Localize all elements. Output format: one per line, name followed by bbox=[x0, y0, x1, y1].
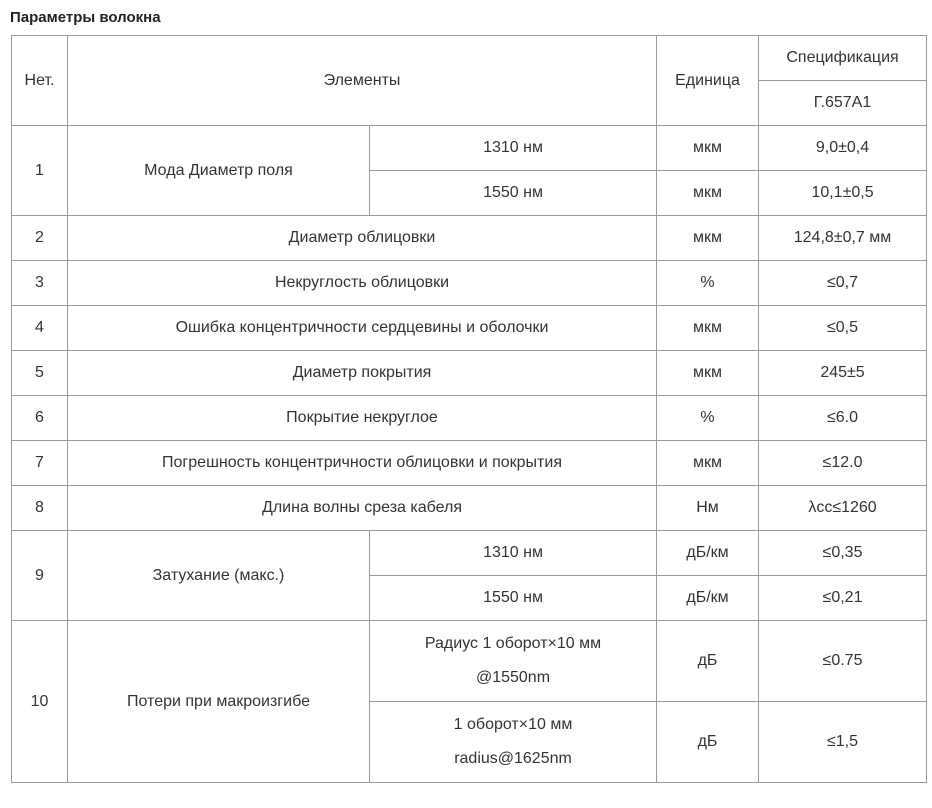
row-unit: дБ bbox=[657, 621, 759, 702]
row-no: 8 bbox=[12, 486, 68, 531]
row-item: Некруглость облицовки bbox=[68, 261, 657, 306]
row-unit: дБ/км bbox=[657, 531, 759, 576]
row-value: ≤12.0 bbox=[759, 441, 927, 486]
page-title: Параметры волокна bbox=[10, 9, 161, 26]
header-spec-sub: Г.657А1 bbox=[759, 81, 927, 126]
table-row bbox=[12, 216, 927, 261]
row-value: 10,1±0,5 bbox=[759, 171, 927, 216]
row-item: Длина волны среза кабеля bbox=[68, 486, 657, 531]
row-condition bbox=[370, 702, 657, 783]
table-row bbox=[12, 306, 927, 351]
row-unit: мкм bbox=[657, 216, 759, 261]
row-item: Диаметр покрытия bbox=[68, 351, 657, 396]
row-condition: 1310 нм bbox=[370, 531, 657, 576]
table-row bbox=[12, 486, 927, 531]
table-row bbox=[12, 621, 927, 702]
row-unit: % bbox=[657, 261, 759, 306]
row-no: 10 bbox=[12, 621, 68, 783]
row-condition: 1310 нм bbox=[370, 126, 657, 171]
row-no: 3 bbox=[12, 261, 68, 306]
row-item: Мода Диаметр поля bbox=[68, 126, 370, 216]
table-row bbox=[12, 126, 927, 171]
table-row bbox=[12, 531, 927, 576]
row-item: Погрешность концентричности облицовки и покрытия bbox=[68, 441, 657, 486]
row-value: ≤1,5 bbox=[759, 702, 927, 783]
row-condition: 1550 нм bbox=[370, 171, 657, 216]
row-condition bbox=[370, 621, 657, 702]
row-item: Ошибка концентричности сердцевины и оболочки bbox=[68, 306, 657, 351]
header-no: Нет. bbox=[12, 36, 68, 126]
row-no: 6 bbox=[12, 396, 68, 441]
row-value: ≤0.75 bbox=[759, 621, 927, 702]
row-unit: % bbox=[657, 396, 759, 441]
table-row bbox=[12, 261, 927, 306]
row-item: Затухание (макс.) bbox=[68, 531, 370, 621]
condition-line: @1550nm bbox=[475, 669, 551, 686]
row-value: 124,8±0,7 мм bbox=[759, 216, 927, 261]
row-no: 5 bbox=[12, 351, 68, 396]
row-item: Потери при макроизгибе bbox=[68, 621, 370, 783]
condition-line: radius@1625nm bbox=[454, 750, 572, 767]
row-condition: 1550 нм bbox=[370, 576, 657, 621]
row-no: 1 bbox=[12, 126, 68, 216]
row-unit: мкм bbox=[657, 171, 759, 216]
row-value: ≤6.0 bbox=[759, 396, 927, 441]
table-header-row bbox=[12, 36, 927, 81]
table-row bbox=[12, 351, 927, 396]
row-unit: дБ bbox=[657, 702, 759, 783]
row-value: 9,0±0,4 bbox=[759, 126, 927, 171]
row-value: λcc≤1260 bbox=[759, 486, 927, 531]
row-value: 245±5 bbox=[759, 351, 927, 396]
fiber-parameters-table bbox=[11, 35, 927, 783]
row-value: ≤0,7 bbox=[759, 261, 927, 306]
row-unit: мкм bbox=[657, 441, 759, 486]
row-value: ≤0,21 bbox=[759, 576, 927, 621]
row-unit: мкм bbox=[657, 126, 759, 171]
row-value: ≤0,5 bbox=[759, 306, 927, 351]
row-no: 7 bbox=[12, 441, 68, 486]
table-row bbox=[12, 441, 927, 486]
row-unit: мкм bbox=[657, 351, 759, 396]
row-no: 9 bbox=[12, 531, 68, 621]
row-no: 2 bbox=[12, 216, 68, 261]
table-row bbox=[12, 396, 927, 441]
row-unit: Нм bbox=[657, 486, 759, 531]
row-item: Диаметр облицовки bbox=[68, 216, 657, 261]
condition-line: 1 оборот×10 мм bbox=[453, 716, 573, 733]
row-unit: мкм bbox=[657, 306, 759, 351]
row-value: ≤0,35 bbox=[759, 531, 927, 576]
row-item: Покрытие некруглое bbox=[68, 396, 657, 441]
row-unit: дБ/км bbox=[657, 576, 759, 621]
header-unit: Единица bbox=[657, 36, 759, 126]
header-spec: Спецификация bbox=[759, 36, 927, 81]
header-elements: Элементы bbox=[68, 36, 657, 126]
condition-line: Радиус 1 оборот×10 мм bbox=[424, 635, 602, 652]
row-no: 4 bbox=[12, 306, 68, 351]
